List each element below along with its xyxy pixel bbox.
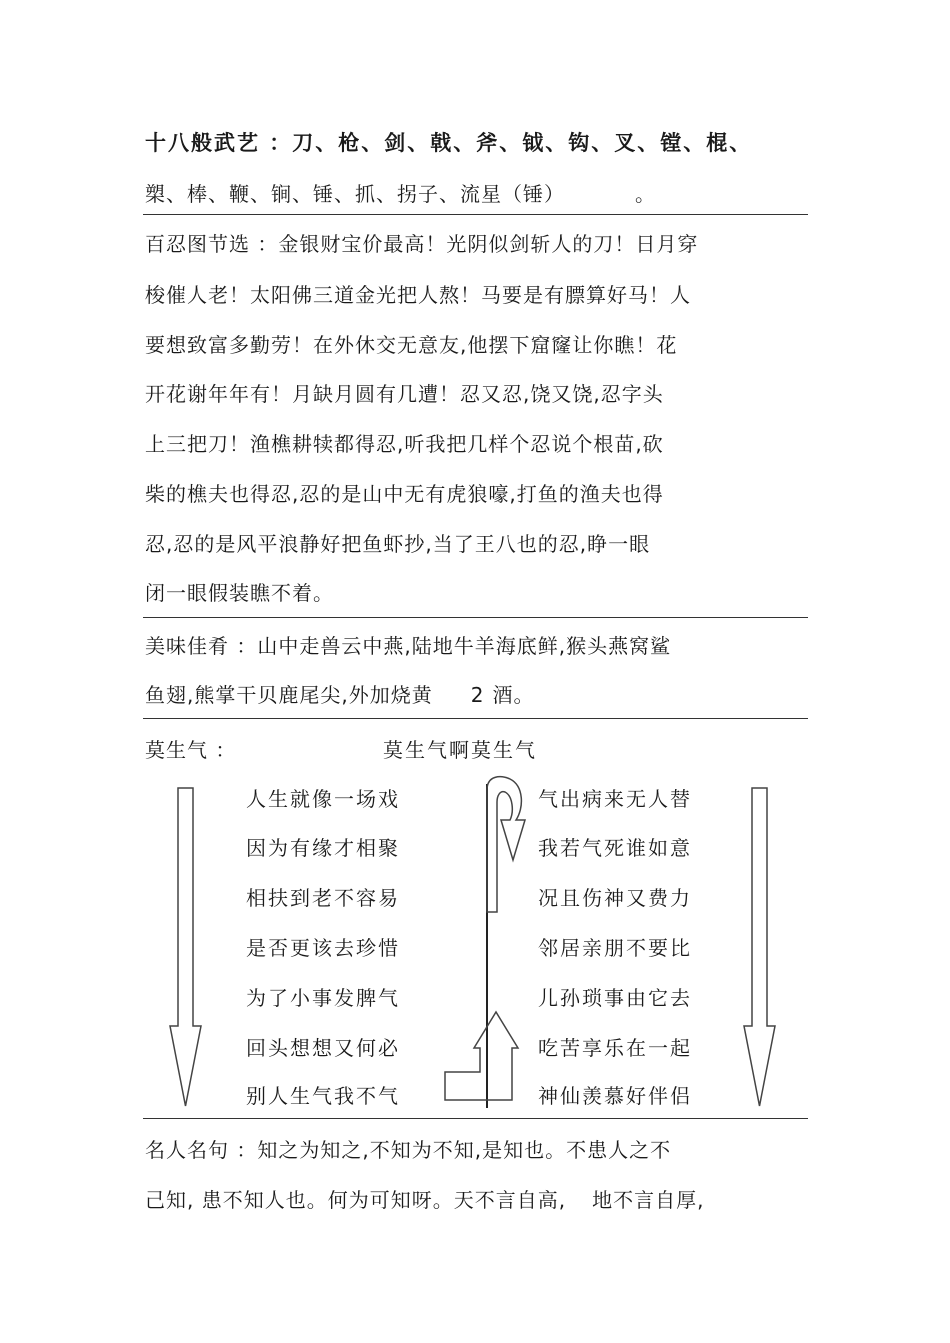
poem-left-line: 别人生气我不气 [246, 1084, 400, 1108]
quotes-line-2-text: 己知, 患不知人也。何为可知呀。天不言自高, [145, 1188, 567, 1212]
poem-left-line: 相扶到老不容易 [246, 886, 400, 910]
divider [143, 1118, 808, 1119]
poem-left-line: 人生就像一场戏 [246, 787, 400, 811]
poem-right-line: 神仙羡慕好伴侣 [538, 1084, 692, 1108]
poem-right-line: 我若气死谁如意 [538, 836, 692, 860]
bent-up-arrow-icon [445, 1012, 518, 1100]
poem-left-line: 因为有缘才相聚 [246, 836, 400, 860]
poem-left-line: 回头想想又何必 [246, 1036, 400, 1060]
patience-line: 闭一眼假装瞧不着。 [145, 581, 334, 605]
patience-line: 要想致富多勤劳！在外休交无意友,他摆下窟窿让你瞧！花 [145, 333, 678, 357]
weapons-line-1: 十八般武艺 ：刀、枪、剑、戟、斧、钺、钩、叉、镗、棍、 [145, 131, 753, 155]
poem-left-line: 为了小事发脾气 [246, 986, 400, 1010]
weapons-line-2-end: 。 [635, 182, 656, 206]
patience-line: 上三把刀！渔樵耕犊都得忍,听我把几样个忍说个根苗,砍 [145, 432, 664, 456]
cuisine-number: 2 [470, 683, 485, 707]
poem-right-line: 气出病来无人替 [538, 787, 692, 811]
poem-right-line: 邻居亲朋不要比 [538, 936, 692, 960]
patience-line: 梭催人老！太阳佛三道金光把人熬！马要是有膘算好马！人 [145, 283, 691, 307]
poem-left-line: 是否更该去珍惜 [246, 936, 400, 960]
poem-label: 莫生气 ： [145, 738, 237, 762]
patience-line: 柴的樵夫也得忍,忍的是山中无有虎狼嚎,打鱼的渔夫也得 [145, 482, 664, 506]
quotes-line-1: 名人名句 ：知之为知之,不知为不知,是知也。不患人之不 [145, 1138, 672, 1162]
weapons-line-2-text: 槊、棒、鞭、锏、锤、抓、拐子、流星（锤） [145, 182, 565, 206]
poem-right-line: 吃苦享乐在一起 [538, 1036, 692, 1060]
down-arrow-icon [170, 788, 201, 1106]
u-turn-arrow-icon [487, 777, 525, 912]
cuisine-line-1: 美味佳肴 ：山中走兽云中燕,陆地牛羊海底鲜,猴头燕窝鲨 [145, 634, 672, 658]
cuisine-line-2-end: 酒。 [492, 683, 535, 707]
cuisine-line-2-text: 鱼翅,熊掌干贝鹿尾尖,外加烧黄 [145, 683, 433, 707]
poem-right-line: 儿孙琐事由它去 [538, 986, 692, 1010]
patience-line: 百忍图节选 ：金银财宝价最高！光阴似剑斩人的刀！日月穿 [145, 232, 699, 256]
poem-title: 莫生气啊莫生气 [383, 738, 537, 762]
patience-line: 忍,忍的是风平浪静好把鱼虾抄,当了王八也的忍,睁一眼 [145, 532, 651, 556]
patience-line: 开花谢年年有！月缺月圆有几遭！忍又忍,饶又饶,忍字头 [145, 382, 664, 406]
down-arrow-icon [744, 788, 775, 1106]
poem-right-line: 况且伤神又费力 [538, 886, 692, 910]
quotes-line-2-end: 地不言自厚, [592, 1188, 705, 1212]
quotes-line-2 [145, 1188, 704, 1212]
